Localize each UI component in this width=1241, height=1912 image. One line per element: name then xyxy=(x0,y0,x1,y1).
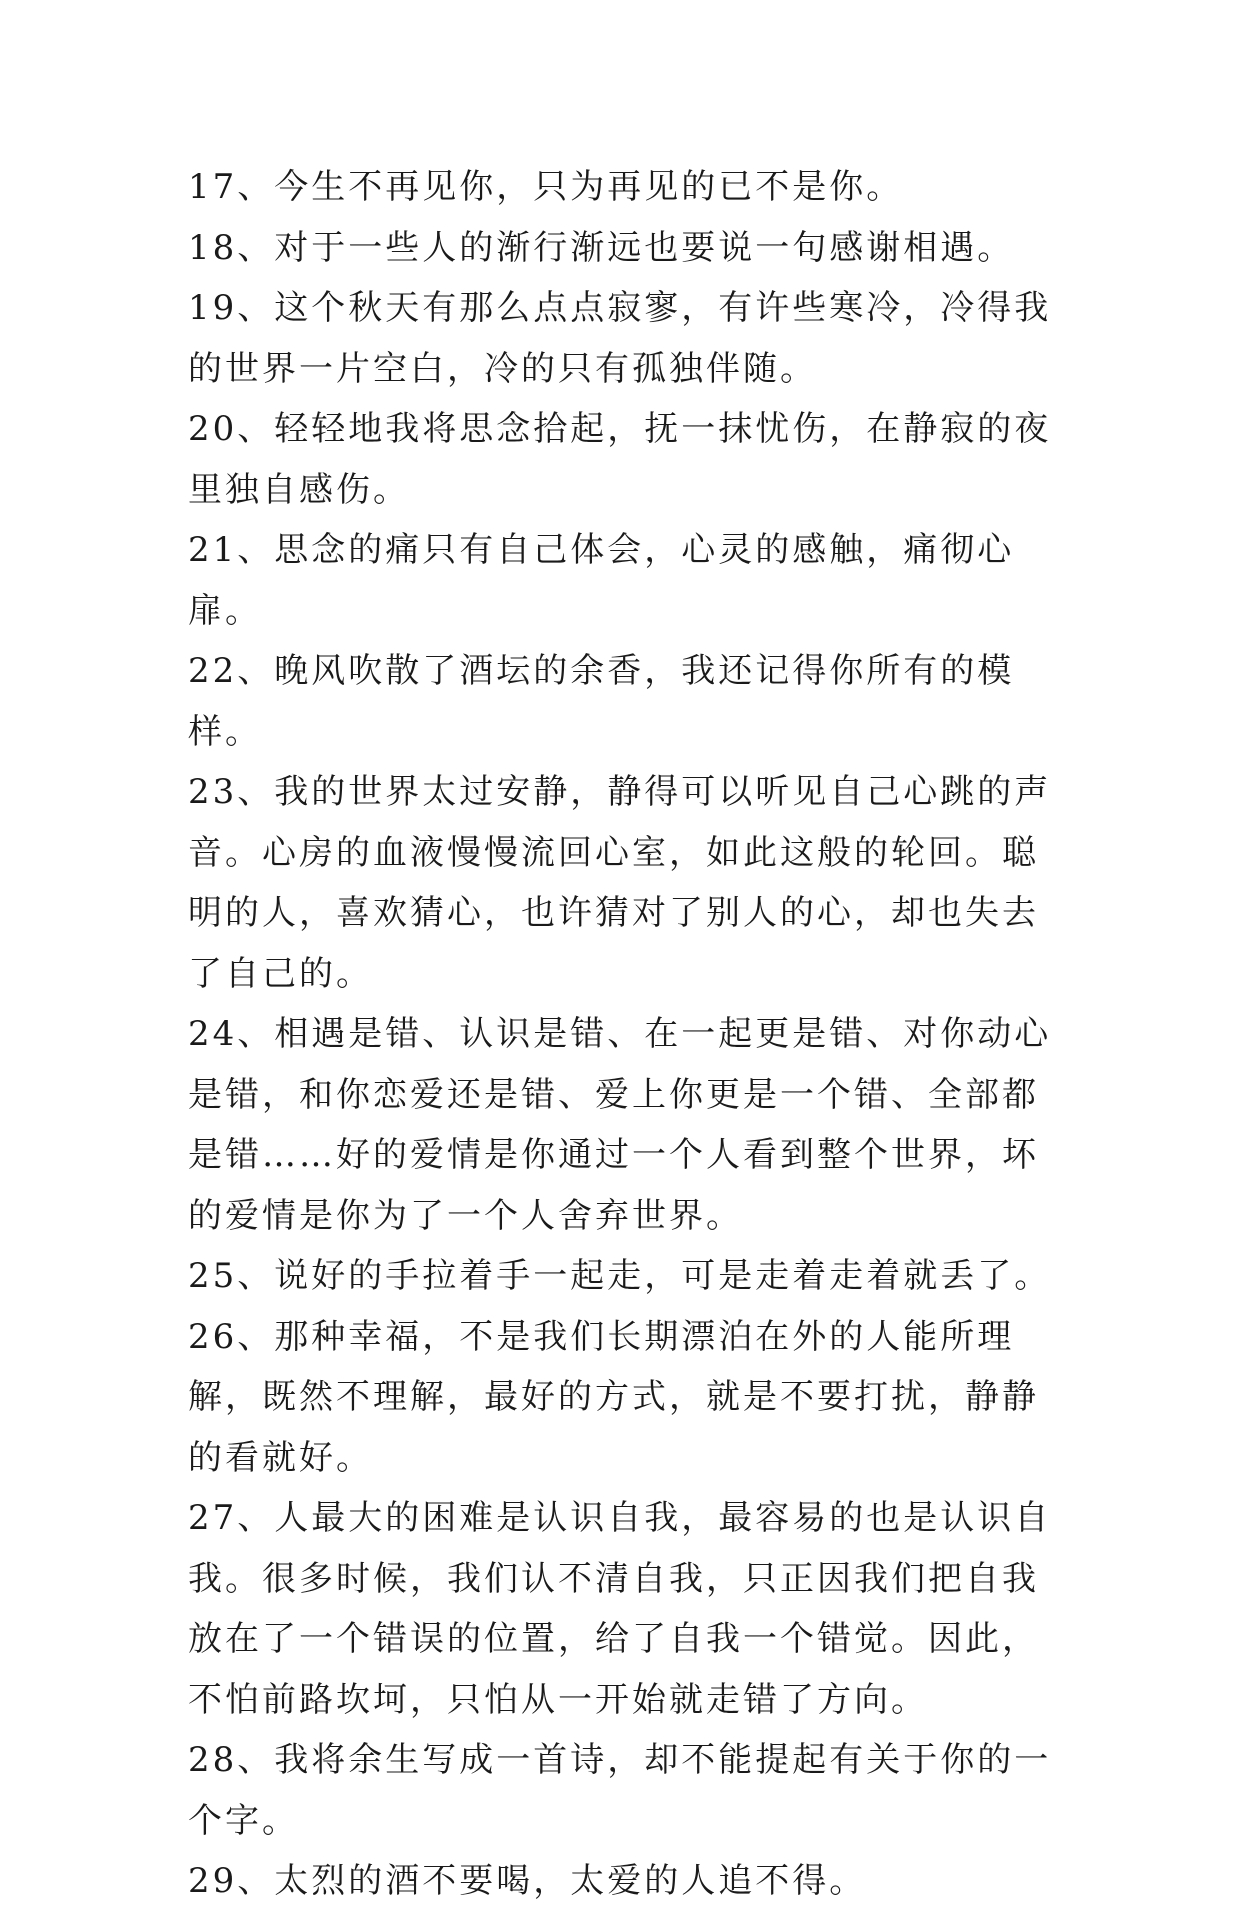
list-item: 24、相遇是错、认识是错、在一起更是错、对你动心是错，和你恋爱还是错、爱上你更是一个错、全部都是错……好的爱情是你通过一个人看到整个世界，坏的爱情是你为了一个人舍弃世界。 xyxy=(188,1014,1052,1236)
list-item: 18、对于一些人的渐行渐远也要说一句感谢相遇。 xyxy=(188,227,1015,268)
list-item: 21、思念的痛只有自己体会，心灵的感触，痛彻心扉。 xyxy=(188,530,1015,631)
list-item: 23、我的世界太过安静，静得可以听见自己心跳的声音。心房的血液慢慢流回心室，如此这般的轮回。聪明的人，喜欢猜心，也许猜对了别人的心，却也失去了自己的。 xyxy=(188,772,1052,994)
list-item: 19、这个秋天有那么点点寂寥，有许些寒冷，冷得我的世界一片空白，冷的只有孤独伴随。 xyxy=(188,288,1052,389)
list-item: 28、我将余生写成一首诗，却不能提起有关于你的一个字。 xyxy=(188,1740,1052,1841)
list-item: 25、说好的手拉着手一起走，可是走着走着就丢了。 xyxy=(188,1256,1052,1296)
quote-list xyxy=(188,157,1068,1912)
list-item: 29、太烈的酒不要喝，太爱的人追不得。 xyxy=(188,1861,867,1901)
list-item: 22、晚风吹散了酒坛的余香，我还记得你所有的模样。 xyxy=(188,651,1015,752)
list-item: 20、轻轻地我将思念拾起，抚一抹忧伤，在静寂的夜里独自感伤。 xyxy=(188,409,1052,510)
list-item: 26、那种幸福，不是我们长期漂泊在外的人能所理解，既然不理解，最好的方式，就是不要打扰，静静的看就好。 xyxy=(188,1316,1039,1478)
list-item: 17、今生不再见你，只为再见的已不是你。 xyxy=(188,167,904,207)
list-item: 27、人最大的困难是认识自我，最容易的也是认识自我。很多时候，我们认不清自我，只正因我们把自我放在了一个错误的位置，给了自我一个错觉。因此，不怕前路坎坷，只怕从一开始就走错了方向。 xyxy=(188,1498,1052,1720)
